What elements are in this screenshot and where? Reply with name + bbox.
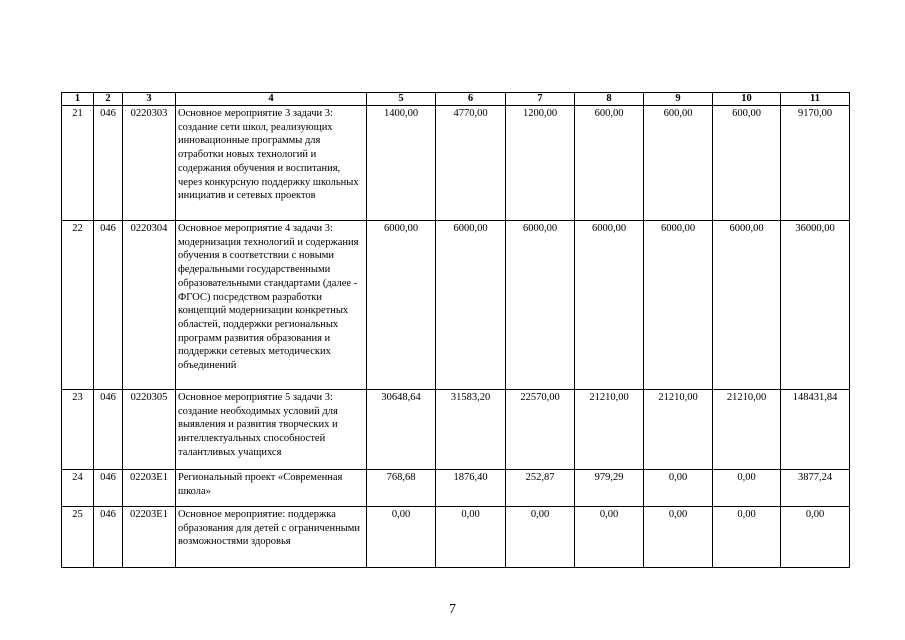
value-cell: 0,00 (644, 470, 713, 507)
header-cell: 7 (506, 93, 575, 106)
code-cell: 0220305 (123, 390, 176, 470)
code-cell: 0220303 (123, 106, 176, 221)
description-cell: Основное мероприятие 4 задачи 3: модернизация технологий и содержания обучения в соответствии с новыми федеральными государственными образовательными стандартами (далее - ФГОС) посредством разработки концепций модернизации конкретных областей, поддержки региональных программ развития образования и поддержки сетевых методических объединений (176, 221, 367, 390)
value-cell: 600,00 (713, 106, 781, 221)
value-cell: 31583,20 (436, 390, 506, 470)
table-row (62, 221, 850, 390)
code-cell: 046 (94, 470, 123, 507)
value-cell: 0,00 (644, 507, 713, 568)
row-number-cell: 22 (62, 221, 94, 390)
header-cell: 2 (94, 93, 123, 106)
description-cell: Региональный проект «Современная школа» (176, 470, 367, 507)
code-cell: 046 (94, 507, 123, 568)
header-cell: 1 (62, 93, 94, 106)
total-cell: 9170,00 (781, 106, 850, 221)
value-cell: 1876,40 (436, 470, 506, 507)
value-cell: 1200,00 (506, 106, 575, 221)
code-cell: 046 (94, 221, 123, 390)
page-number: 7 (449, 602, 456, 617)
value-cell: 600,00 (644, 106, 713, 221)
budget-table (61, 92, 850, 568)
header-cell: 11 (781, 93, 850, 106)
value-cell: 0,00 (506, 507, 575, 568)
value-cell: 21210,00 (644, 390, 713, 470)
value-cell: 30648,64 (367, 390, 436, 470)
value-cell: 22570,00 (506, 390, 575, 470)
total-cell: 0,00 (781, 507, 850, 568)
code-cell: 02203E1 (123, 507, 176, 568)
header-cell: 9 (644, 93, 713, 106)
value-cell: 6000,00 (436, 221, 506, 390)
header-cell: 10 (713, 93, 781, 106)
value-cell: 0,00 (436, 507, 506, 568)
value-cell: 0,00 (575, 507, 644, 568)
value-cell: 0,00 (713, 470, 781, 507)
total-cell: 3877,24 (781, 470, 850, 507)
row-number-cell: 24 (62, 470, 94, 507)
header-cell: 6 (436, 93, 506, 106)
description-cell: Основное мероприятие 3 задачи 3: создание сети школ, реализующих инновационные программы для отработки новых технологий и содержания обучения и воспитания, через конкурсную поддержку школьных инициатив и сетевых проектов (176, 106, 367, 221)
description-cell: Основное мероприятие: поддержка образования для детей с ограниченными возможностями здоровья (176, 507, 367, 568)
value-cell: 0,00 (367, 507, 436, 568)
value-cell: 1400,00 (367, 106, 436, 221)
row-number-cell: 21 (62, 106, 94, 221)
header-cell: 3 (123, 93, 176, 106)
header-cell: 5 (367, 93, 436, 106)
value-cell: 4770,00 (436, 106, 506, 221)
code-cell: 046 (94, 390, 123, 470)
table-row (62, 390, 850, 470)
value-cell: 979,29 (575, 470, 644, 507)
value-cell: 6000,00 (713, 221, 781, 390)
header-cell: 4 (176, 93, 367, 106)
value-cell: 6000,00 (506, 221, 575, 390)
total-cell: 148431,84 (781, 390, 850, 470)
table-row (62, 106, 850, 221)
total-cell: 36000,00 (781, 221, 850, 390)
row-number-cell: 23 (62, 390, 94, 470)
code-cell: 046 (94, 106, 123, 221)
value-cell: 21210,00 (713, 390, 781, 470)
description-cell: Основное мероприятие 5 задачи 3: создание необходимых условий для выявления и развития творческих и интеллектуальных способностей талантливых учащихся (176, 390, 367, 470)
value-cell: 6000,00 (367, 221, 436, 390)
value-cell: 6000,00 (644, 221, 713, 390)
value-cell: 600,00 (575, 106, 644, 221)
table-row (62, 507, 850, 568)
header-cell: 8 (575, 93, 644, 106)
header-row (62, 93, 850, 106)
table-row (62, 470, 850, 507)
code-cell: 02203E1 (123, 470, 176, 507)
value-cell: 768,68 (367, 470, 436, 507)
value-cell: 0,00 (713, 507, 781, 568)
value-cell: 252,87 (506, 470, 575, 507)
value-cell: 21210,00 (575, 390, 644, 470)
code-cell: 0220304 (123, 221, 176, 390)
value-cell: 6000,00 (575, 221, 644, 390)
row-number-cell: 25 (62, 507, 94, 568)
